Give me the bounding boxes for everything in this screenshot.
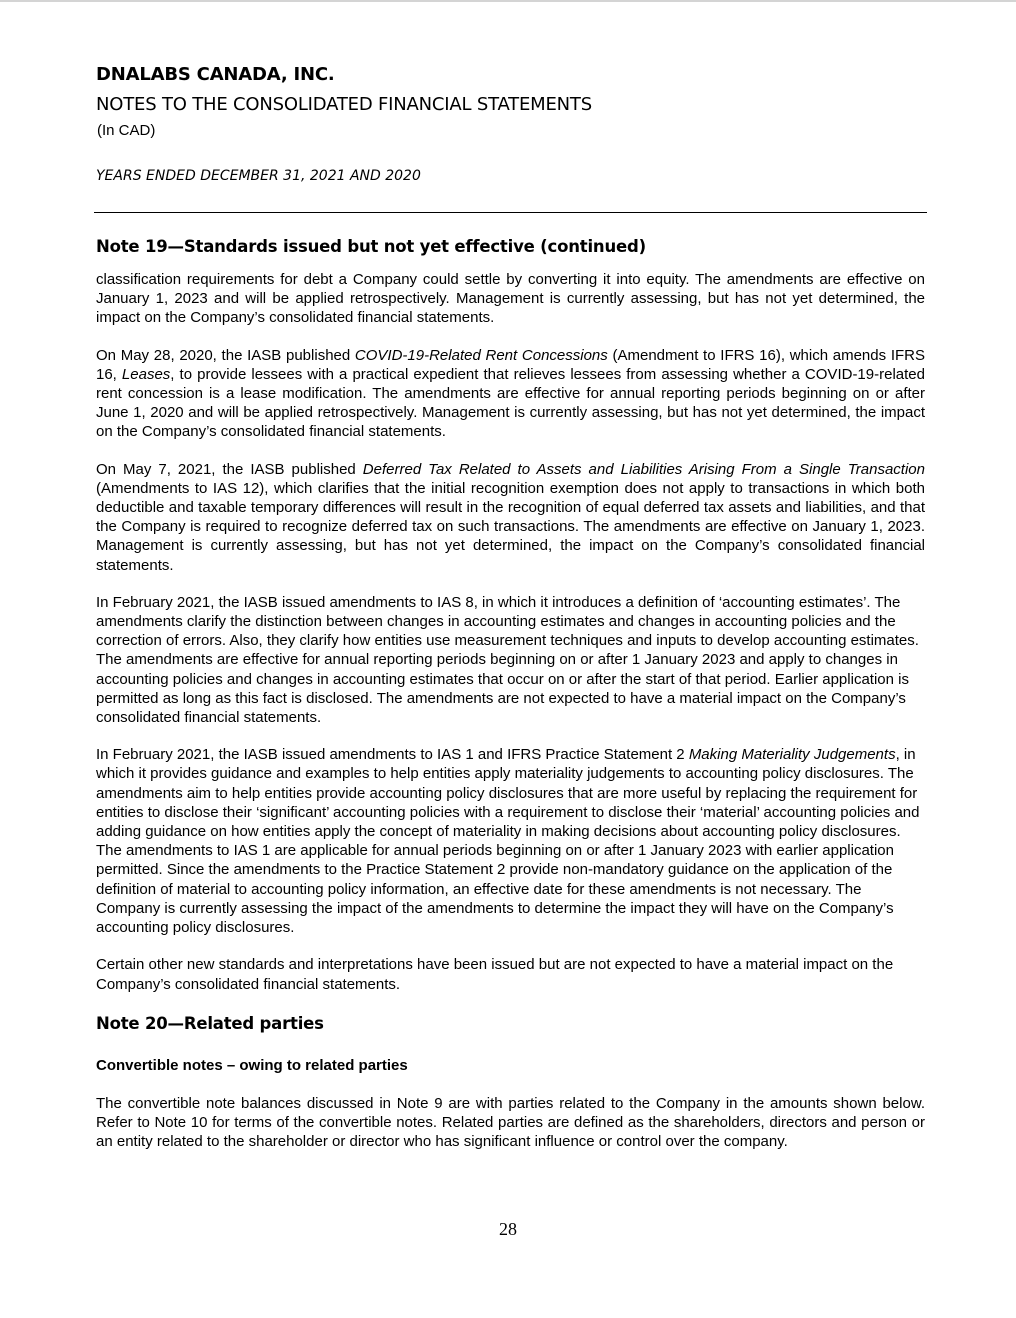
note-19-paragraph-4: In February 2021, the IASB issued amendments to IAS 8, in which it introduces a definition of ‘accounting estimates’. The amendments clarify the distinction between changes in accounting estimates and changes in accounting policies and the correction of errors. Also, they clarify how entities use measurement techniques and inputs to develop accounting estimates. The amendments are effective for annual reporting periods beginning on or after 1 January 2023 and apply to changes in accounting policies and changes in accounting estimates that occur on or after the start of that period. Earlier application is permitted as long as this fact is disclosed. The amendments are not expected to have a material impact on the Company’s consolidated financial statements. [96,593,919,727]
note-19-section [96,235,925,994]
note-19-heading: Note 19—Standards issued but not yet effective (continued) [96,237,646,256]
currency-label: (In CAD) [97,122,156,139]
note-19-paragraph-5: In February 2021, the IASB issued amendments to IAS 1 and IFRS Practice Statement 2 Making Materiality Judgements, in which it provides guidance and examples to help entities apply materiality judgements to accounting policy disclosures. The amendments aim to help entities provide accounting policy disclosures that are more useful by replacing the requirement for entities to disclose their ‘significant’ accounting policies with a requirement to disclose their ‘material’ accounting policies and adding guidance on how entities apply the concept of materiality in making decisions about accounting policy disclosures. The amendments to IAS 1 are applicable for annual periods beginning on or after 1 January 2023 with earlier application permitted. Since the amendments to the Practice Statement 2 provide non-mandatory guidance on the application of the definition of material to accounting policy information, an effective date for these amendments is not necessary. The Company is currently assessing the impact of the amendments to determine the impact they will have on the Company’s accounting policy disclosures. [96,746,920,937]
page-number: 28 [499,1219,517,1239]
note-19-paragraph-3: On May 7, 2021, the IASB published Deferred Tax Related to Assets and Liabilities Arising From a Single Transaction (Amendments to IAS 12), which clarifies that the initial recognition exemption does not apply to transactions in which both deductible and taxable temporary differences will result in the recognition of equal deferred tax assets and liabilities, and that the Company is required to recognize deferred tax on such transactions. The amendments are effective on January 1, 2023. Management is currently assessing, but has not yet determined, the impact on the Company’s consolidated financial statements. [96,460,925,574]
reporting-period: YEARS ENDED DECEMBER 31, 2021 AND 2020 [96,168,421,184]
note-20-paragraph-1: The convertible note balances discussed in Note 9 are with parties related to the Company in the amounts shown below. Refer to Note 10 for terms of the convertible notes. Related parties are defined as the shareholders, directors and person or an entity related to the shareholder or director who has significant influence or control over the company. [96,1094,925,1151]
notes-body [96,235,925,1151]
top-border [0,0,1016,2]
page-header [96,62,926,186]
header-divider [94,212,927,213]
note-19-paragraph-1: classification requirements for debt a Company could settle by converting it into equity. The amendments are effective on January 1, 2023 and will be applied retrospectively. Management is currently assessing, but has not yet determined, the impact on the Company’s consolidated financial statements. [96,271,925,327]
document-title: NOTES TO THE CONSOLIDATED FINANCIAL STATEMENTS [96,94,592,115]
convertible-notes-subheading: Convertible notes – owing to related parties [96,1056,408,1074]
company-name: DNALABS CANADA, INC. [96,64,335,85]
note-19-paragraph-6: Certain other new standards and interpretations have been issued but are not expected to have a material impact on the Company’s consolidated financial statements. [96,956,894,993]
note-19-paragraph-2: On May 28, 2020, the IASB published COVID-19-Related Rent Concessions (Amendment to IFRS 16), which amends IFRS 16, Leases, to provide lessees with a practical expedient that relieves lessees from assessing whether a COVID-19-related rent concession is a lease modification. The amendments are effective for annual reporting periods beginning on or after June 1, 2020 and will be applied retrospectively. Management is currently assessing, but has not yet determined, the impact on the Company’s consolidated financial statements. [96,346,925,441]
note-20-heading: Note 20—Related parties [96,1013,324,1033]
note-20-section [96,1012,925,1152]
